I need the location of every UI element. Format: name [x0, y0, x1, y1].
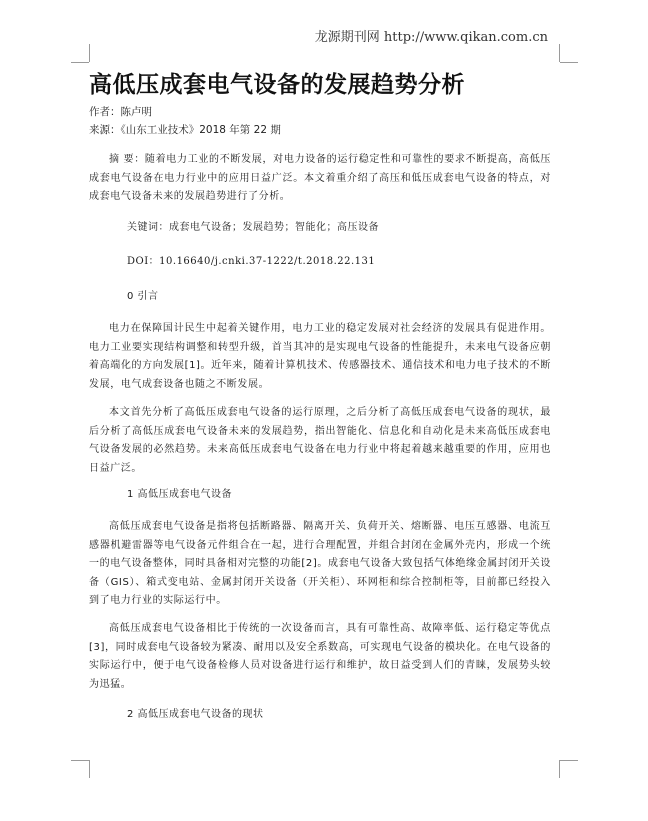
- doi-text: DOI：10.16640/j.cnki.37-1222/t.2018.22.131: [127, 256, 376, 267]
- paragraph-text: 高低压成套电气设备是指将包括断路器、隔离开关、负荷开关、熔断器、电压互感器、电流互感器机避雷器等电气设备元件组合在一起，进行合理配置，并组合封闭在金属外壳内，形成一个统一的电气设备整体，同时具备相对完整的功能[2]。成套电气设备大致包括气体绝缘金属封闭开关设备（GIS）、箱式变电站、金属封闭开关设备（开关柜）、环网柜和综合控制柜等，目前都已经投入到了电力行业的实际运行中。: [89, 521, 551, 606]
- crop-mark-bottom-right-v: [559, 760, 560, 778]
- crop-mark-top-right-h: [560, 62, 578, 63]
- crop-mark-bottom-left-v: [89, 760, 90, 778]
- section-heading-2: [89, 706, 551, 725]
- section-heading-1: [89, 486, 551, 505]
- crop-mark-top-left-v: [89, 44, 90, 62]
- paragraph-text: 电力在保障国计民生中起着关键作用，电力工业的稳定发展对社会经济的发展具有促进作用。电力工业要实现结构调整和转型升级，首当其冲的是实现电气设备的性能提升，未来电气设备应朝着高端化的方向发展[1]。近年来，随着计算机技术、传感器技术、通信技术和电力电子技术的不断发展，电气成套设备也随之不断发展。: [89, 323, 551, 390]
- article-author: 作者：陈卢明: [89, 106, 152, 118]
- paragraph-text: 本文首先分析了高低压成套电气设备的运行原理，之后分析了高低压成套电气设备的现状，最后分析了高低压成套电气设备未来的发展趋势，指出智能化、信息化和自动化是未来高低压成套电气设备发展的必然趋势。未来高低压成套电气设备在电力行业中将起着越来越重要的作用，应用也日益广泛。: [89, 407, 551, 474]
- abstract-text: 摘 要：随着电力工业的不断发展，对电力设备的运行稳定性和可靠性的要求不断提高，高低压成套电气设备在电力行业中的应用日益广泛。本文着重介绍了高压和低压成套电气设备的特点，对成套电气设备未来的发展趋势进行了分析。: [89, 154, 551, 202]
- crop-mark-bottom-left-h: [71, 760, 89, 761]
- heading-text: 1 高低压成套电气设备: [127, 489, 233, 500]
- crop-mark-bottom-right-h: [560, 760, 578, 761]
- paragraph-2: [89, 404, 551, 478]
- article-source: 来源：《山东工业技术》2018 年第 22 期: [89, 124, 281, 136]
- keywords-block: [89, 219, 551, 238]
- abstract-block: [89, 151, 551, 207]
- paragraph-3: [89, 518, 551, 611]
- keywords-text: 关键词：成套电气设备；发展趋势；智能化；高压设备: [127, 222, 379, 233]
- paragraph-text: 高低压成套电气设备相比于传统的一次设备而言，具有可靠性高、故障率低、运行稳定等优点[3]，同时成套电气设备较为紧凑、耐用以及安全系数高，可实现电气设备的模块化。在电气设备的实际运行中，便于电气设备检修人员对设备进行运行和维护，故日益受到人们的青睐，发展势头较为迅猛。: [89, 623, 551, 690]
- heading-text: 2 高低压成套电气设备的现状: [127, 709, 264, 720]
- paragraph-1: [89, 320, 551, 394]
- crop-mark-top-left-h: [71, 62, 89, 63]
- doi-block: [89, 253, 551, 272]
- paragraph-4: [89, 620, 551, 694]
- section-heading-introduction: [89, 288, 551, 307]
- site-header: 龙源期刊网 http://www.qikan.com.cn: [314, 30, 548, 45]
- crop-mark-top-right-v: [559, 44, 560, 62]
- heading-text: 0 引言: [127, 291, 159, 302]
- article-title: 高低压成套电气设备的发展趋势分析: [89, 72, 465, 98]
